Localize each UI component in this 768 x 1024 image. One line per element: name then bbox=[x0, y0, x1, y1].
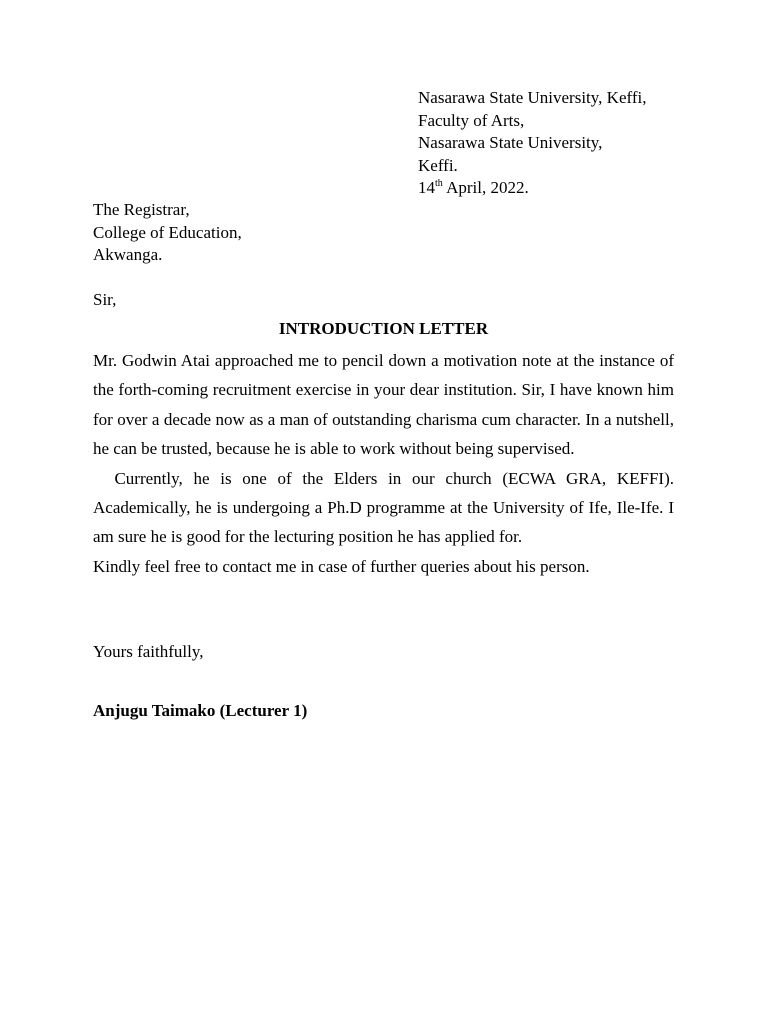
date-day: 14 bbox=[418, 178, 435, 197]
recipient-address bbox=[93, 199, 242, 267]
body-paragraph: Currently, he is one of the Elders in our church (ECWA GRA, KEFFI). Academically, he is undergoing a Ph.D programme at the University of Ife, Ile-Ife. I am sure he is good for the lecturing position he has applied for. bbox=[93, 468, 674, 547]
letter-title: INTRODUCTION LETTER bbox=[278, 319, 489, 338]
recipient-address-line: Akwanga. bbox=[93, 245, 163, 264]
sender-address-line: Keffi. bbox=[418, 155, 458, 175]
sender-address-line: Nasarawa State University, Keffi, bbox=[418, 88, 647, 107]
salutation: Sir, bbox=[93, 290, 117, 309]
body-paragraph: Mr. Godwin Atai approached me to pencil down a motivation note at the instance of the forth-coming recruitment exercise in your dear institution. Sir, I have known him for over a decade now as a man of outstanding charisma cum character. In a nutshell, he can be trusted, because he is able to work without being supervised. bbox=[93, 351, 674, 459]
recipient-address-line: College of Education, bbox=[93, 222, 242, 242]
signatory-name: Anjugu Taimako (Lecturer 1) bbox=[93, 701, 308, 720]
sender-address bbox=[418, 87, 646, 200]
letter-date bbox=[418, 177, 646, 200]
recipient-address-line: The Registrar, bbox=[93, 200, 190, 219]
sender-address-line: Nasarawa State University, bbox=[418, 133, 603, 152]
letter-body bbox=[93, 346, 674, 581]
complimentary-close: Yours faithfully, bbox=[93, 642, 204, 661]
date-ordinal-suffix: th bbox=[435, 178, 443, 189]
body-paragraph: Kindly feel free to contact me in case of further queries about his person. bbox=[93, 556, 590, 576]
date-month-year: April, 2022. bbox=[442, 178, 529, 197]
sender-address-line: Faculty of Arts, bbox=[418, 110, 525, 130]
